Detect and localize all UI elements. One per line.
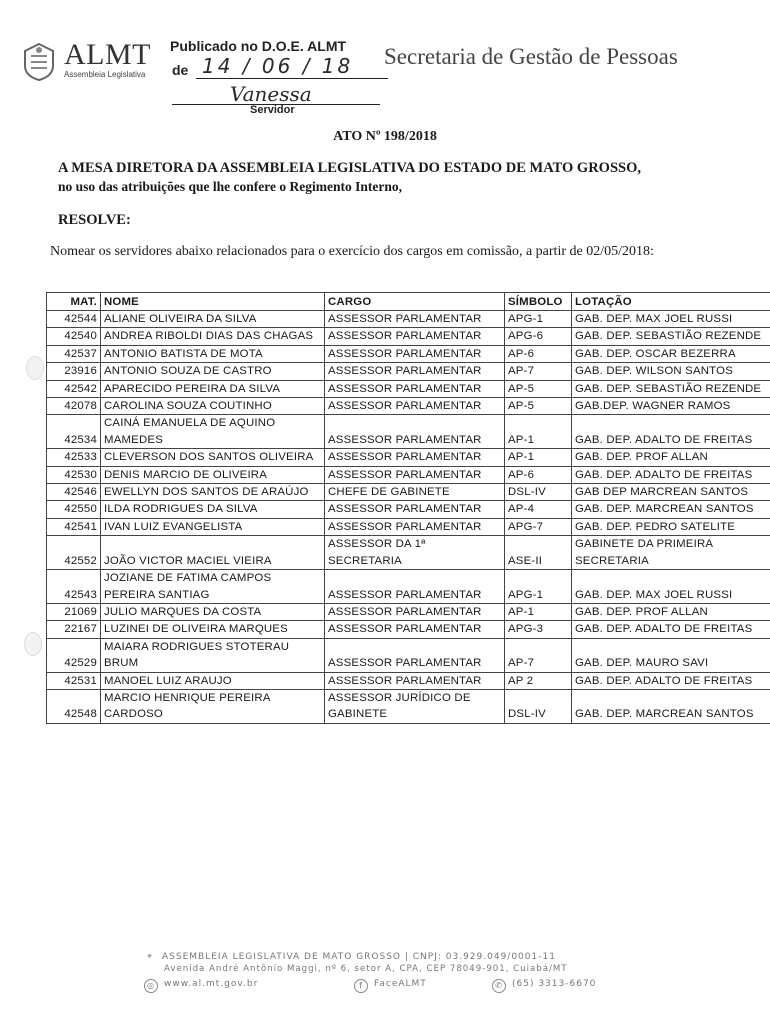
cell-lotacao: GAB. DEP. MARCREAN SANTOS <box>572 689 770 723</box>
cell-nome: CLEVERSON DOS SANTOS OLIVEIRA <box>101 449 325 466</box>
cell-simbolo: DSL-IV <box>505 484 572 501</box>
header-lotacao: LOTAÇÃO <box>572 293 770 311</box>
cell-nome: LUZINEI DE OLIVEIRA MARQUES <box>101 621 325 638</box>
cell-cargo: ASSESSOR PARLAMENTAR <box>325 501 505 518</box>
cell-nome: MANOEL LUIZ ARAUJO <box>101 672 325 689</box>
ato-number: ATO Nº 198/2018 <box>333 129 437 144</box>
cell-simbolo: APG-1 <box>505 570 572 604</box>
cell-cargo: ASSESSOR PARLAMENTAR <box>325 363 505 380</box>
cell-lotacao: GAB. DEP. OSCAR BEZERRA <box>572 345 770 362</box>
cell-mat: 42531 <box>47 672 101 689</box>
cell-cargo: ASSESSOR PARLAMENTAR <box>325 603 505 620</box>
cell-mat: 42541 <box>47 518 101 535</box>
cell-nome: JOÃO VICTOR MACIEL VIEIRA <box>101 536 325 570</box>
logo-subtitle: Assembleia Legislativa <box>64 70 146 79</box>
table-row <box>47 536 770 570</box>
cell-cargo: ASSESSOR PARLAMENTAR <box>325 621 505 638</box>
cell-mat: 42544 <box>47 311 101 328</box>
cell-mat: 42533 <box>47 449 101 466</box>
phone-text: (65) 3313-6670 <box>512 979 597 989</box>
header-nome: NOME <box>101 293 325 311</box>
cell-lotacao: GAB. DEP. ADALTO DE FREITAS <box>572 672 770 689</box>
coat-of-arms-icon <box>20 42 58 82</box>
cell-simbolo: DSL-IV <box>505 689 572 723</box>
table-row <box>47 449 770 466</box>
cell-lotacao: GAB.DEP. WAGNER RAMOS <box>572 398 770 415</box>
cell-cargo: ASSESSOR PARLAMENTAR <box>325 570 505 604</box>
stamp-handwritten-date: 14 / 06 / 18 <box>196 54 388 79</box>
cell-simbolo: AP-7 <box>505 638 572 672</box>
appointments-table <box>46 292 770 724</box>
cell-cargo: ASSESSOR JURÍDICO DE GABINETE <box>325 689 505 723</box>
table-row <box>47 311 770 328</box>
table-row <box>47 415 770 449</box>
table-row <box>47 398 770 415</box>
table-row <box>47 518 770 535</box>
table-row <box>47 672 770 689</box>
footer-line1 <box>144 952 556 962</box>
table-row <box>47 603 770 620</box>
cell-mat: 42529 <box>47 638 101 672</box>
cell-cargo: ASSESSOR PARLAMENTAR <box>325 415 505 449</box>
cell-lotacao: GABINETE DA PRIMEIRA SECRETARIA <box>572 536 770 570</box>
facebook-icon: f <box>354 979 368 993</box>
cell-simbolo: AP-5 <box>505 398 572 415</box>
cell-lotacao: GAB. DEP. MAURO SAVI <box>572 638 770 672</box>
cell-simbolo: AP-6 <box>505 345 572 362</box>
cell-cargo: ASSESSOR PARLAMENTAR <box>325 328 505 345</box>
cell-mat: 22167 <box>47 621 101 638</box>
punch-hole <box>24 632 42 656</box>
footer-address: Avenida André Antônio Maggi, nº 6, setor A, CPA, CEP 78049-901, Cuiabá/MT <box>164 964 568 974</box>
cell-nome: MAIARA RODRIGUES STOTERAU BRUM <box>101 638 325 672</box>
cell-cargo: ASSESSOR PARLAMENTAR <box>325 518 505 535</box>
stamp-signature: Vanessa <box>230 82 312 106</box>
cell-cargo: ASSESSOR PARLAMENTAR <box>325 311 505 328</box>
table-row <box>47 638 770 672</box>
facebook-text: FaceALMT <box>374 979 427 989</box>
cell-simbolo: AP 2 <box>505 672 572 689</box>
cell-cargo: ASSESSOR PARLAMENTAR <box>325 398 505 415</box>
publication-stamp <box>170 38 380 118</box>
cell-nome: JOZIANE DE FATIMA CAMPOS PEREIRA SANTIAG <box>101 570 325 604</box>
cell-simbolo: APG-3 <box>505 621 572 638</box>
cell-nome: ANTONIO BATISTA DE MOTA <box>101 345 325 362</box>
table-row <box>47 466 770 483</box>
cell-lotacao: GAB. DEP. PROF ALLAN <box>572 603 770 620</box>
cell-cargo: ASSESSOR DA 1ª SECRETARIA <box>325 536 505 570</box>
cell-simbolo: APG-1 <box>505 311 572 328</box>
nomear-paragraph: Nomear os servidores abaixo relacionados para o exercício dos cargos em comissão, a partir de 02/05/2018: <box>50 244 654 259</box>
cell-nome: CAINÁ EMANUELA DE AQUINO MAMEDES <box>101 415 325 449</box>
table-row <box>47 689 770 723</box>
stamp-de-label: de <box>172 62 189 78</box>
globe-icon: ◎ <box>144 979 158 993</box>
table-row <box>47 621 770 638</box>
cell-cargo: ASSESSOR PARLAMENTAR <box>325 345 505 362</box>
cell-simbolo: ASE-II <box>505 536 572 570</box>
cell-mat: 42542 <box>47 380 101 397</box>
cell-simbolo: AP-1 <box>505 449 572 466</box>
cell-lotacao: GAB. DEP. MAX JOEL RUSSI <box>572 570 770 604</box>
cell-cargo: ASSESSOR PARLAMENTAR <box>325 380 505 397</box>
cell-simbolo: AP-4 <box>505 501 572 518</box>
cell-nome: ALIANE OLIVEIRA DA SILVA <box>101 311 325 328</box>
cell-mat: 42534 <box>47 415 101 449</box>
cell-nome: MARCIO HENRIQUE PEREIRA CARDOSO <box>101 689 325 723</box>
cell-mat: 23916 <box>47 363 101 380</box>
cell-simbolo: APG-7 <box>505 518 572 535</box>
cell-mat: 21069 <box>47 603 101 620</box>
cell-mat: 42537 <box>47 345 101 362</box>
stamp-servidor-label: Servidor <box>250 104 295 116</box>
mesa-diretora-heading: A MESA DIRETORA DA ASSEMBLEIA LEGISLATIVA DO ESTADO DE MATO GROSSO, <box>58 160 641 176</box>
cell-nome: DENIS MARCIO DE OLIVEIRA <box>101 466 325 483</box>
website-text: www.al.mt.gov.br <box>164 979 259 989</box>
cell-cargo: ASSESSOR PARLAMENTAR <box>325 672 505 689</box>
cell-mat: 42552 <box>47 536 101 570</box>
table-row <box>47 345 770 362</box>
cell-mat: 42540 <box>47 328 101 345</box>
cell-nome: ANTONIO SOUZA DE CASTRO <box>101 363 325 380</box>
footer-website[interactable] <box>144 979 258 993</box>
footer-facebook[interactable] <box>354 979 427 993</box>
table-row <box>47 380 770 397</box>
punch-hole <box>26 356 44 380</box>
phone-icon: ✆ <box>492 979 506 993</box>
cell-simbolo: APG-6 <box>505 328 572 345</box>
cell-lotacao: GAB. DEP. PEDRO SATELITE <box>572 518 770 535</box>
cell-lotacao: GAB. DEP. ADALTO DE FREITAS <box>572 466 770 483</box>
cell-nome: JULIO MARQUES DA COSTA <box>101 603 325 620</box>
table-row <box>47 501 770 518</box>
cell-lotacao: GAB DEP MARCREAN SANTOS <box>572 484 770 501</box>
cell-simbolo: AP-6 <box>505 466 572 483</box>
cell-nome: ILDA RODRIGUES DA SILVA <box>101 501 325 518</box>
table-row <box>47 363 770 380</box>
cell-simbolo: AP-7 <box>505 363 572 380</box>
cell-simbolo: AP-5 <box>505 380 572 397</box>
header-cargo: CARGO <box>325 293 505 311</box>
cell-mat: 42550 <box>47 501 101 518</box>
cell-nome: ANDREA RIBOLDI DIAS DAS CHAGAS <box>101 328 325 345</box>
cell-cargo: CHEFE DE GABINETE <box>325 484 505 501</box>
table-header-row <box>47 293 770 311</box>
logo-text: ALMT <box>64 38 151 71</box>
cell-lotacao: GAB. DEP. ADALTO DE FREITAS <box>572 415 770 449</box>
location-pin-icon: ⌖ <box>146 952 154 962</box>
table-row <box>47 570 770 604</box>
cell-lotacao: GAB. DEP. SEBASTIÃO REZENDE <box>572 328 770 345</box>
table-row <box>47 328 770 345</box>
department-title: Secretaria de Gestão de Pessoas <box>384 44 678 69</box>
cell-cargo: ASSESSOR PARLAMENTAR <box>325 449 505 466</box>
cell-lotacao: GAB. DEP. MARCREAN SANTOS <box>572 501 770 518</box>
footer-org: ASSEMBLEIA LEGISLATIVA DE MATO GROSSO | CNPJ: 03.929.049/0001-11 <box>162 952 556 962</box>
cell-nome: EWELLYN DOS SANTOS DE ARAÚJO <box>101 484 325 501</box>
cell-mat: 42530 <box>47 466 101 483</box>
header-mat: MAT. <box>47 293 101 311</box>
cell-mat: 42543 <box>47 570 101 604</box>
footer-phone <box>492 979 596 993</box>
cell-lotacao: GAB. DEP. SEBASTIÃO REZENDE <box>572 380 770 397</box>
stamp-published-label: Publicado no D.O.E. ALMT <box>170 38 347 54</box>
cell-mat: 42546 <box>47 484 101 501</box>
regimento-line: no uso das atribuições que lhe confere o Regimento Interno, <box>58 179 402 194</box>
cell-lotacao: GAB. DEP. MAX JOEL RUSSI <box>572 311 770 328</box>
cell-nome: APARECIDO PEREIRA DA SILVA <box>101 380 325 397</box>
almt-logo <box>20 38 160 88</box>
table-row <box>47 484 770 501</box>
cell-lotacao: GAB. DEP. ADALTO DE FREITAS <box>572 621 770 638</box>
cell-lotacao: GAB. DEP. PROF ALLAN <box>572 449 770 466</box>
header-simbolo: SÍMBOLO <box>505 293 572 311</box>
cell-mat: 42078 <box>47 398 101 415</box>
cell-mat: 42548 <box>47 689 101 723</box>
cell-simbolo: AP-1 <box>505 603 572 620</box>
cell-nome: IVAN LUIZ EVANGELISTA <box>101 518 325 535</box>
cell-cargo: ASSESSOR PARLAMENTAR <box>325 466 505 483</box>
cell-nome: CAROLINA SOUZA COUTINHO <box>101 398 325 415</box>
cell-lotacao: GAB. DEP. WILSON SANTOS <box>572 363 770 380</box>
cell-simbolo: AP-1 <box>505 415 572 449</box>
cell-cargo: ASSESSOR PARLAMENTAR <box>325 638 505 672</box>
resolve-heading: RESOLVE: <box>58 212 131 228</box>
